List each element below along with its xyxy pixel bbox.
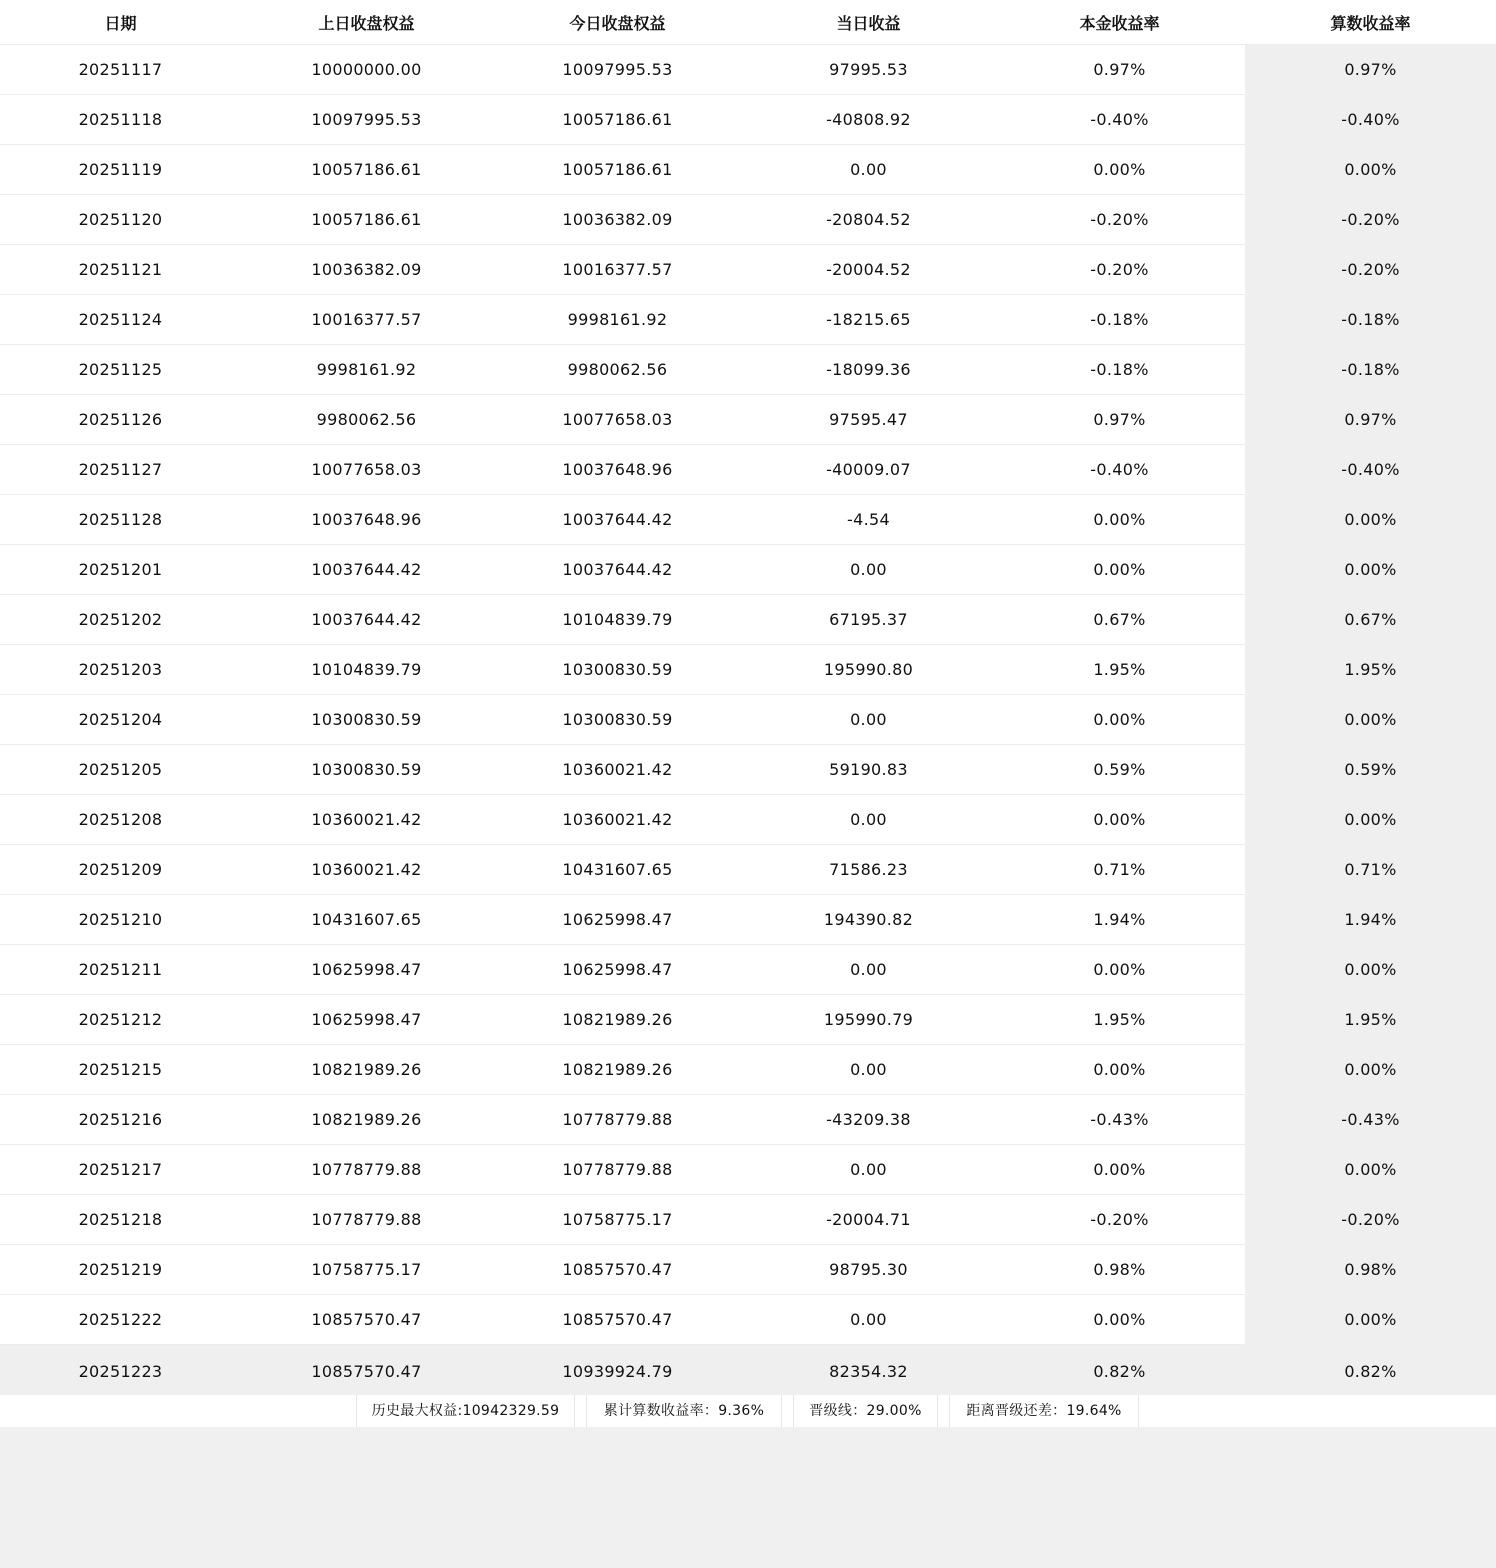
cell-today-equity: 10037648.96 [492,445,743,495]
cell-principal-return: 1.94% [994,895,1245,945]
cell-prev-equity: 10857570.47 [241,1345,492,1398]
cell-today-equity: 10077658.03 [492,395,743,445]
cell-daily-pnl: -40009.07 [743,445,994,495]
cell-today-equity: 10037644.42 [492,545,743,595]
cell-daily-pnl: 0.00 [743,145,994,195]
cell-arith-return: 0.97% [1245,395,1496,445]
cell-today-equity: 10360021.42 [492,745,743,795]
table-row [0,1295,1496,1345]
cell-date: 20251204 [0,695,241,745]
cell-daily-pnl: -18215.65 [743,295,994,345]
cell-date: 20251205 [0,745,241,795]
cell-prev-equity: 10057186.61 [241,195,492,245]
cell-date: 20251219 [0,1245,241,1295]
cell-daily-pnl: 0.00 [743,695,994,745]
cell-arith-return: -0.18% [1245,345,1496,395]
table-row [0,545,1496,595]
gap-stat [949,1395,1139,1427]
cell-prev-equity: 10037644.42 [241,545,492,595]
cell-arith-return: -0.40% [1245,95,1496,145]
cell-principal-return: -0.43% [994,1095,1245,1145]
cell-principal-return: 0.59% [994,745,1245,795]
cell-prev-equity: 10097995.53 [241,95,492,145]
header-prev-equity: 上日收盘权益 [241,0,492,45]
cell-principal-return: 0.00% [994,1045,1245,1095]
cell-today-equity: 10625998.47 [492,895,743,945]
cell-today-equity: 10758775.17 [492,1195,743,1245]
cell-daily-pnl: 195990.79 [743,995,994,1045]
max-equity-value: 10942329.59 [462,1403,560,1419]
cell-principal-return: -0.20% [994,1195,1245,1245]
table-row [0,995,1496,1045]
cell-daily-pnl: 67195.37 [743,595,994,645]
cell-prev-equity: 10300830.59 [241,695,492,745]
cell-arith-return: 0.98% [1245,1245,1496,1295]
table-row [0,495,1496,545]
cell-today-equity: 10037644.42 [492,495,743,545]
cell-prev-equity: 10360021.42 [241,845,492,895]
table-row [0,695,1496,745]
cell-today-equity: 10360021.42 [492,795,743,845]
cell-today-equity: 10097995.53 [492,45,743,95]
cell-date: 20251127 [0,445,241,495]
cell-prev-equity: 10625998.47 [241,995,492,1045]
cell-principal-return: 0.00% [994,695,1245,745]
cell-date: 20251202 [0,595,241,645]
cell-today-equity: 10057186.61 [492,145,743,195]
cell-date: 20251124 [0,295,241,345]
cell-daily-pnl: -40808.92 [743,95,994,145]
cell-prev-equity: 10821989.26 [241,1045,492,1095]
cell-principal-return: -0.40% [994,445,1245,495]
cell-daily-pnl: 0.00 [743,1145,994,1195]
cell-arith-return: 0.00% [1245,795,1496,845]
table-row [0,295,1496,345]
cell-prev-equity: 10431607.65 [241,895,492,945]
cell-daily-pnl: 0.00 [743,945,994,995]
cell-principal-return: 0.00% [994,1295,1245,1345]
cell-prev-equity: 10077658.03 [241,445,492,495]
cell-date: 20251218 [0,1195,241,1245]
cell-daily-pnl: 97595.47 [743,395,994,445]
table-row [0,1345,1496,1398]
cell-prev-equity: 10104839.79 [241,645,492,695]
cum-return-value: 9.36% [718,1403,765,1419]
promo-line-stat [793,1395,938,1427]
cell-today-equity: 10939924.79 [492,1345,743,1398]
header-daily-pnl: 当日收益 [743,0,994,45]
cell-arith-return: 0.00% [1245,695,1496,745]
cell-prev-equity: 10821989.26 [241,1095,492,1145]
cell-arith-return: 0.00% [1245,1145,1496,1195]
promo-line-label: 晋级线： [809,1403,867,1419]
table-row [0,145,1496,195]
gap-label: 距离晋级还差： [966,1403,1067,1419]
cell-prev-equity: 10016377.57 [241,295,492,345]
table-row [0,945,1496,995]
cell-principal-return: 0.97% [994,395,1245,445]
cell-date: 20251128 [0,495,241,545]
cell-arith-return: -0.40% [1245,445,1496,495]
cell-prev-equity: 10037644.42 [241,595,492,645]
max-equity-label: 历史最大权益: [371,1403,463,1419]
cell-today-equity: 10431607.65 [492,845,743,895]
cell-date: 20251210 [0,895,241,945]
cell-arith-return: 0.67% [1245,595,1496,645]
cell-date: 20251120 [0,195,241,245]
cell-today-equity: 10300830.59 [492,695,743,745]
cell-principal-return: 0.67% [994,595,1245,645]
header-today-equity: 今日收盘权益 [492,0,743,45]
cum-return-stat [586,1395,782,1427]
cell-principal-return: 1.95% [994,995,1245,1045]
cell-arith-return: 0.00% [1245,145,1496,195]
table-row [0,845,1496,895]
cell-date: 20251223 [0,1345,241,1398]
cell-date: 20251203 [0,645,241,695]
cell-date: 20251201 [0,545,241,595]
cell-prev-equity: 10000000.00 [241,45,492,95]
cell-principal-return: -0.20% [994,195,1245,245]
cell-today-equity: 10778779.88 [492,1095,743,1145]
cell-principal-return: 0.00% [994,495,1245,545]
table-row [0,595,1496,645]
cell-arith-return: 0.00% [1245,1295,1496,1345]
cell-arith-return: 0.00% [1245,945,1496,995]
cell-arith-return: 0.00% [1245,1045,1496,1095]
cell-today-equity: 10778779.88 [492,1145,743,1195]
cum-return-label: 累计算数收益率： [603,1403,719,1419]
cell-prev-equity: 9998161.92 [241,345,492,395]
cell-date: 20251125 [0,345,241,395]
cell-today-equity: 10625998.47 [492,945,743,995]
cell-daily-pnl: -4.54 [743,495,994,545]
table-row [0,45,1496,95]
table-row [0,1095,1496,1145]
cell-prev-equity: 9980062.56 [241,395,492,445]
cell-today-equity: 9998161.92 [492,295,743,345]
cell-date: 20251126 [0,395,241,445]
cell-today-equity: 9980062.56 [492,345,743,395]
table-row [0,195,1496,245]
cell-principal-return: -0.20% [994,245,1245,295]
cell-principal-return: 0.98% [994,1245,1245,1295]
header-date: 日期 [0,0,241,45]
cell-arith-return: 0.00% [1245,545,1496,595]
cell-arith-return: 1.95% [1245,995,1496,1045]
cell-prev-equity: 10036382.09 [241,245,492,295]
cell-daily-pnl: -20004.52 [743,245,994,295]
cell-principal-return: 0.82% [994,1345,1245,1398]
cell-arith-return: -0.43% [1245,1095,1496,1145]
cell-today-equity: 10857570.47 [492,1245,743,1295]
table-header-row [0,0,1496,45]
table-row [0,395,1496,445]
cell-today-equity: 10016377.57 [492,245,743,295]
cell-date: 20251118 [0,95,241,145]
table-row [0,1245,1496,1295]
table-row [0,245,1496,295]
table-row [0,95,1496,145]
promo-line-value: 29.00% [866,1403,922,1419]
cell-arith-return: -0.20% [1245,1195,1496,1245]
cell-principal-return: -0.18% [994,345,1245,395]
table-row [0,795,1496,845]
cell-daily-pnl: -43209.38 [743,1095,994,1145]
cell-daily-pnl: 0.00 [743,795,994,845]
cell-daily-pnl: 97995.53 [743,45,994,95]
cell-principal-return: 1.95% [994,645,1245,695]
cell-daily-pnl: 195990.80 [743,645,994,695]
cell-prev-equity: 10037648.96 [241,495,492,545]
cell-arith-return: -0.20% [1245,195,1496,245]
cell-daily-pnl: 0.00 [743,545,994,595]
cell-date: 20251222 [0,1295,241,1345]
cell-date: 20251121 [0,245,241,295]
summary-bar [0,1395,1496,1427]
cell-prev-equity: 10057186.61 [241,145,492,195]
cell-date: 20251212 [0,995,241,1045]
cell-date: 20251117 [0,45,241,95]
table-row [0,1045,1496,1095]
cell-date: 20251209 [0,845,241,895]
cell-date: 20251119 [0,145,241,195]
cell-arith-return: 1.94% [1245,895,1496,945]
header-principal-return: 本金收益率 [994,0,1245,45]
cell-daily-pnl: 0.00 [743,1295,994,1345]
cell-date: 20251211 [0,945,241,995]
cell-prev-equity: 10360021.42 [241,795,492,845]
cell-today-equity: 10104839.79 [492,595,743,645]
cell-principal-return: -0.18% [994,295,1245,345]
gap-value: 19.64% [1066,1403,1122,1419]
cell-arith-return: -0.20% [1245,245,1496,295]
table-body [0,45,1496,1398]
cell-principal-return: 0.00% [994,945,1245,995]
cell-prev-equity: 10778779.88 [241,1195,492,1245]
table-row [0,445,1496,495]
cell-arith-return: 1.95% [1245,645,1496,695]
cell-arith-return: 0.71% [1245,845,1496,895]
table-row [0,745,1496,795]
cell-daily-pnl: 194390.82 [743,895,994,945]
cell-prev-equity: 10625998.47 [241,945,492,995]
cell-arith-return: 0.82% [1245,1345,1496,1398]
cell-arith-return: 0.00% [1245,495,1496,545]
cell-daily-pnl: -20004.71 [743,1195,994,1245]
cell-today-equity: 10300830.59 [492,645,743,695]
cell-daily-pnl: 0.00 [743,1045,994,1095]
cell-prev-equity: 10758775.17 [241,1245,492,1295]
table-row [0,1145,1496,1195]
cell-arith-return: 0.59% [1245,745,1496,795]
header-arith-return: 算数收益率 [1245,0,1496,45]
cell-arith-return: 0.97% [1245,45,1496,95]
cell-date: 20251217 [0,1145,241,1195]
cell-daily-pnl: 59190.83 [743,745,994,795]
cell-today-equity: 10857570.47 [492,1295,743,1345]
cell-principal-return: 0.00% [994,1145,1245,1195]
cell-prev-equity: 10778779.88 [241,1145,492,1195]
table-row [0,645,1496,695]
table-row [0,1195,1496,1245]
cell-daily-pnl: -18099.36 [743,345,994,395]
cell-daily-pnl: 82354.32 [743,1345,994,1398]
cell-principal-return: 0.00% [994,145,1245,195]
cell-principal-return: 0.00% [994,545,1245,595]
cell-principal-return: 0.00% [994,795,1245,845]
cell-prev-equity: 10300830.59 [241,745,492,795]
table-row [0,345,1496,395]
cell-prev-equity: 10857570.47 [241,1295,492,1345]
cell-principal-return: 0.97% [994,45,1245,95]
cell-daily-pnl: -20804.52 [743,195,994,245]
cell-today-equity: 10821989.26 [492,1045,743,1095]
cell-arith-return: -0.18% [1245,295,1496,345]
cell-date: 20251215 [0,1045,241,1095]
cell-daily-pnl: 98795.30 [743,1245,994,1295]
cell-today-equity: 10036382.09 [492,195,743,245]
cell-principal-return: -0.40% [994,95,1245,145]
cell-daily-pnl: 71586.23 [743,845,994,895]
cell-today-equity: 10057186.61 [492,95,743,145]
cell-date: 20251208 [0,795,241,845]
cell-date: 20251216 [0,1095,241,1145]
cell-principal-return: 0.71% [994,845,1245,895]
table-row [0,895,1496,945]
cell-today-equity: 10821989.26 [492,995,743,1045]
max-equity-stat [356,1395,575,1427]
